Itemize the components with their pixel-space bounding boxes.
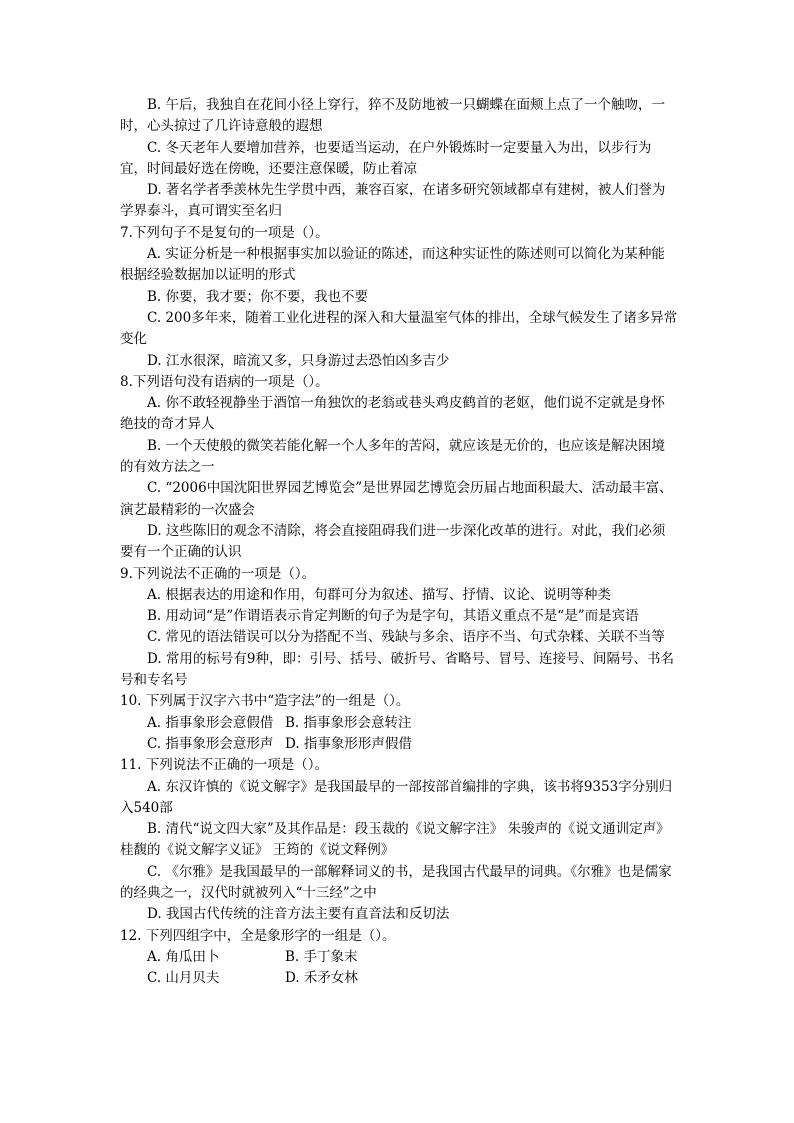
q11-option-d: D. 我国古代传统的注音方法主要有直音法和反切法 (147, 906, 450, 923)
q7-option-d: D. 江水很深，暗流又多，只身游过去恐怕凶多吉少 (147, 352, 450, 369)
q12-option-c: C. 山月贝夫 (147, 970, 220, 987)
q7-option-c: C. 200多年来，随着工业化进程的深入和大量温室气体的排出，全球气候发生了诸多异常变化 (120, 309, 678, 348)
q11-option-c: C. 《尔雅》是我国最早的一部解释词义的书，是我国古代最早的词典。《尔雅》也是儒家的经典之一，汉代时就被列入“十三经”之中 (120, 863, 672, 901)
q8-option-a: A. 你不敢轻视静坐于酒馆一角独饮的老翁或巷头鸡皮鹤首的老妪，他们说不定就是身怀绝技的奇才异人 (120, 395, 665, 433)
q12-options-row (120, 968, 678, 989)
option-c: C. 冬天老年人要增加营养，也要适当运动，在户外锻炼时一定要量入为出，以步行为宜，时间最好选在傍晚，还要注意保暖，防止着凉 (120, 139, 652, 177)
q10-options-row (120, 713, 678, 734)
q11-option-a: A. 东汉许慎的《说文解字》是我国最早的一部按部首编排的字典，该书将9353字分别归入540部 (120, 778, 673, 816)
q10-option-c: C. 指事象形会意形声 (147, 735, 274, 752)
q12-option-b: B. 手丁象末 (285, 948, 358, 965)
question-8-stem: 8.下列语句没有语病的一项是（）。 (120, 373, 329, 390)
q12-options-row (120, 947, 678, 968)
q8-option-d: D. 这些陈旧的观念不清除，将会直接阻碍我们进一步深化改革的进行。对此，我们必须要有一个正确的认识 (120, 522, 666, 561)
q10-option-b: B. 指事象形会意转注 (285, 714, 412, 731)
q9-option-a: A. 根据表达的用途和作用，句群可分为叙述、描写、抒情、议论、说明等种类 (147, 586, 611, 603)
q10-options-row (120, 734, 678, 755)
option-d: D. 著名学者季羡林先生学贯中西，兼容百家，在诸多研究领域都卓有建树，被人们誉为学界泰斗，真可谓实至名归 (120, 182, 666, 220)
question-11-stem: 11. 下列说法不正确的一项是（）。 (120, 757, 329, 774)
option-b: B. 午后，我独自在花间小径上穿行，猝不及防地被一只蝴蝶在面颊上点了一个触吻，一时，心头掠过了几许诗意般的遐想 (120, 97, 666, 135)
exam-document (120, 95, 678, 989)
question-7-stem: 7.下列句子不是复句的一项是（）。 (120, 224, 329, 241)
q10-option-d: D. 指事象形形声假借 (285, 735, 412, 752)
q11-option-b: B. 清代“说文四大家”及其作品是：段玉裁的《说文解字注》 朱骏声的《说文通训定声》 桂馥的《说文解字义证》 王筠的《说文释例》 (120, 821, 670, 859)
q7-option-b: B. 你要，我才要；你不要，我也不要 (147, 288, 369, 305)
q12-option-d: D. 禾矛女林 (285, 970, 358, 987)
q8-option-b: B. 一个天使般的微笑若能化解一个人多年的苦闷，就应该是无价的，也应该是解决困境的有效方法之一 (120, 437, 666, 476)
q10-option-a: A. 指事象形会意假借 (147, 714, 274, 731)
question-9-stem: 9.下列说法不正确的一项是（）。 (120, 565, 316, 582)
question-10-stem: 10. 下列属于汉字六书中“造字法”的一组是（）。 (120, 693, 410, 710)
q9-option-d: D. 常用的标号有9种，即：引号、括号、破折号、省略号、冒号、连接号、间隔号、书名号和专名号 (120, 650, 675, 689)
q9-option-b: B. 用动词“是”作谓语表示肯定判断的句子为是字句，其语义重点不是“是”而是宾语 (147, 608, 639, 625)
q12-option-a: A. 角瓜田卜 (147, 948, 220, 965)
q7-option-a: A. 实证分析是一种根据事实加以验证的陈述，而这种实证性的陈述则可以简化为某种能根据经验数据加以证明的形式 (120, 246, 665, 284)
q8-option-c: C. “2006中国沈阳世界园艺博览会”是世界园艺博览会历届占地面积最大、活动最丰富、演艺最精彩的一次盛会 (120, 480, 673, 518)
question-12-stem: 12. 下列四组字中，全是象形字的一组是（）。 (120, 927, 396, 944)
q9-option-c: C. 常见的语法错误可以分为搭配不当、残缺与多余、语序不当、句式杂糅、关联不当等 (147, 629, 665, 646)
